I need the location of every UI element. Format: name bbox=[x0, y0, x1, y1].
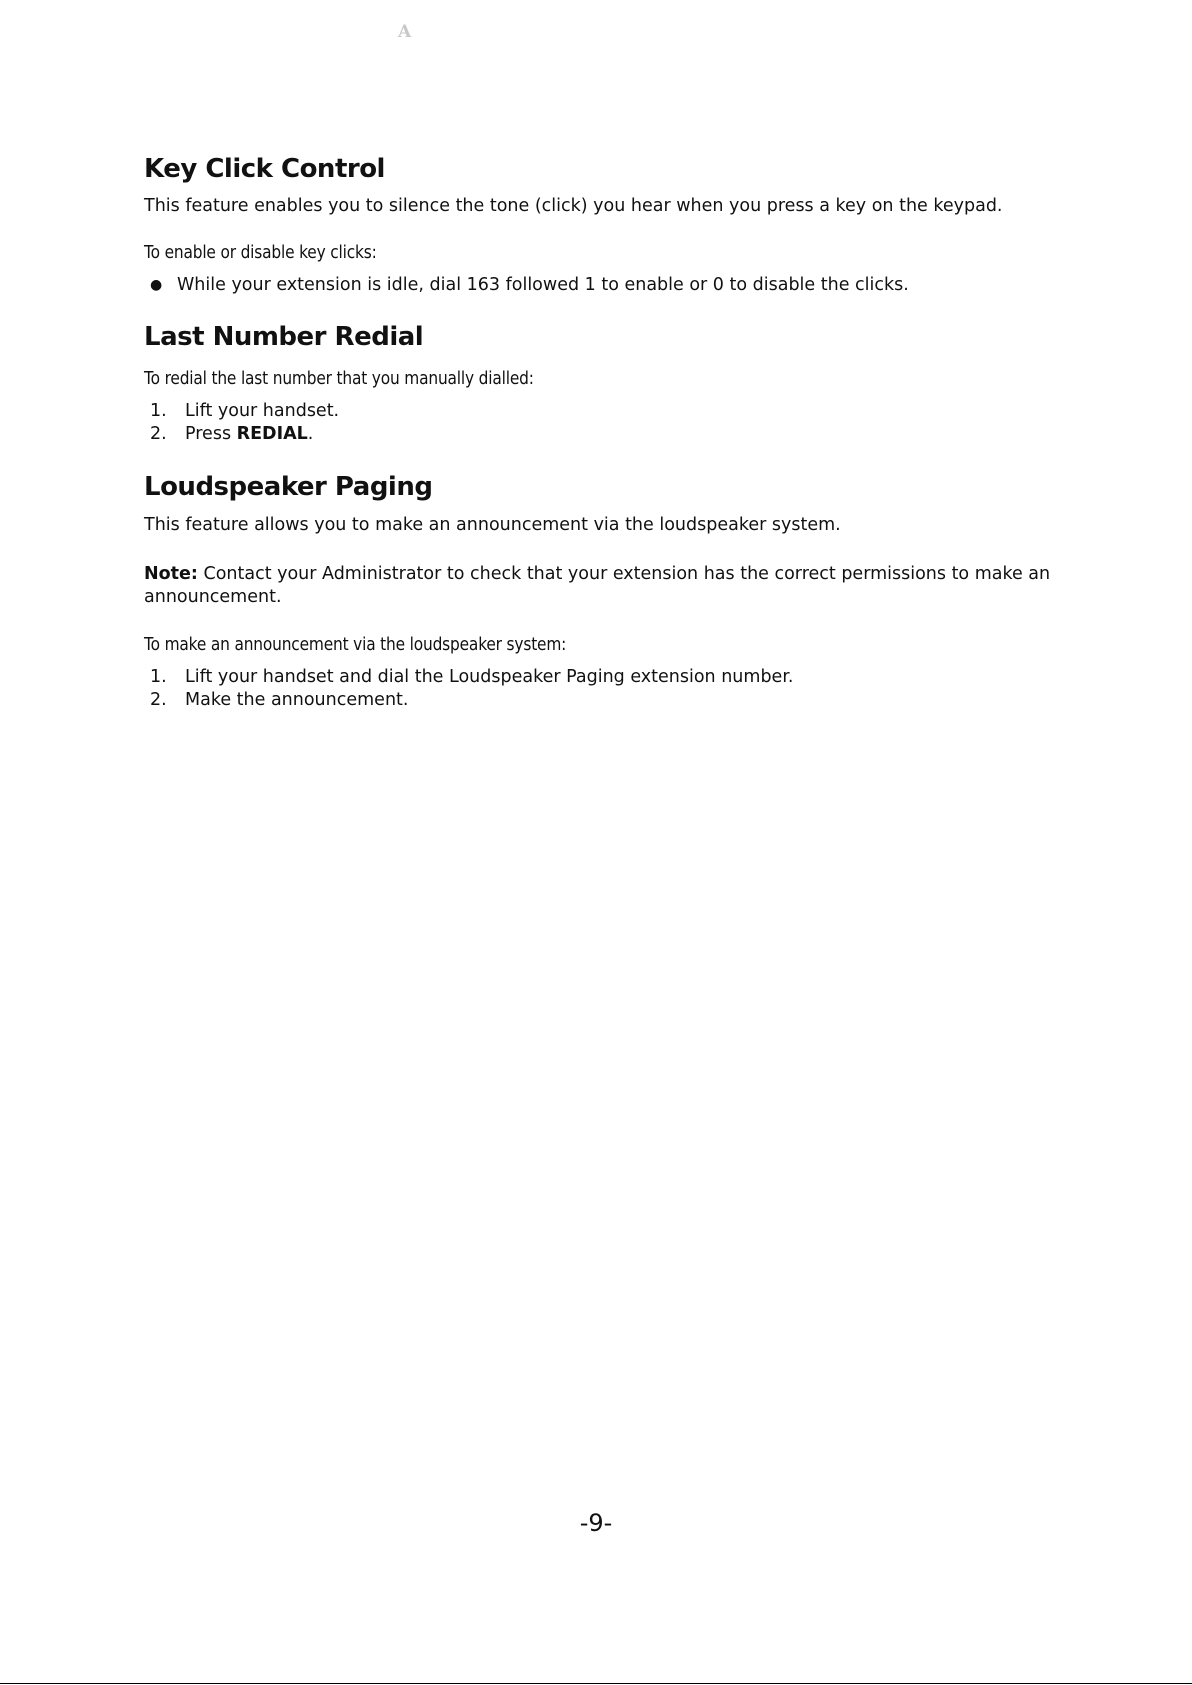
step-text: Lift your handset. bbox=[185, 401, 340, 421]
page-number: -9- bbox=[579, 1509, 613, 1537]
section-title-paging: Loudspeaker Paging bbox=[144, 472, 433, 502]
step-number: 1. bbox=[150, 667, 167, 687]
paging-description: This feature allows you to make an announcement via the loudspeaker system. bbox=[144, 515, 841, 535]
step-number: 1. bbox=[150, 401, 167, 421]
step-text-prefix: Press bbox=[185, 424, 237, 444]
paging-note bbox=[144, 563, 1074, 609]
key-click-lead: To enable or disable key clicks: bbox=[144, 243, 377, 263]
step-text: Lift your handset and dial the Loudspeaker Paging extension number. bbox=[185, 667, 794, 687]
list-item bbox=[144, 274, 1074, 297]
note-label: Note: bbox=[144, 564, 198, 584]
list-item bbox=[144, 666, 1074, 689]
document-body bbox=[144, 150, 1074, 712]
header-mark: A bbox=[398, 22, 412, 42]
key-click-description: This feature enables you to silence the tone (click) you hear when you press a key on the keypad. bbox=[144, 196, 1003, 216]
step-text: Make the announcement. bbox=[185, 690, 409, 710]
redial-steps bbox=[144, 400, 1074, 446]
section-title-redial: Last Number Redial bbox=[144, 322, 424, 352]
list-item bbox=[144, 400, 1074, 423]
list-item-text: While your extension is idle, dial 163 followed 1 to enable or 0 to disable the clicks. bbox=[177, 275, 909, 295]
key-click-bullets bbox=[144, 274, 1074, 297]
bottom-rule bbox=[0, 1683, 1192, 1684]
step-text-suffix: . bbox=[307, 424, 314, 444]
note-text: Contact your Administrator to check that your extension has the correct permissions to make an announcement. bbox=[144, 564, 1051, 607]
paging-steps bbox=[144, 666, 1074, 712]
list-item bbox=[144, 423, 1074, 446]
bullet-icon: ● bbox=[150, 277, 163, 293]
step-number: 2. bbox=[150, 424, 167, 444]
redial-key-label: REDIAL bbox=[236, 424, 308, 444]
list-item bbox=[144, 689, 1074, 712]
paging-lead: To make an announcement via the loudspeaker system: bbox=[144, 635, 567, 655]
redial-lead: To redial the last number that you manually dialled: bbox=[144, 369, 534, 389]
section-title-key-click: Key Click Control bbox=[144, 154, 385, 184]
step-number: 2. bbox=[150, 690, 167, 710]
